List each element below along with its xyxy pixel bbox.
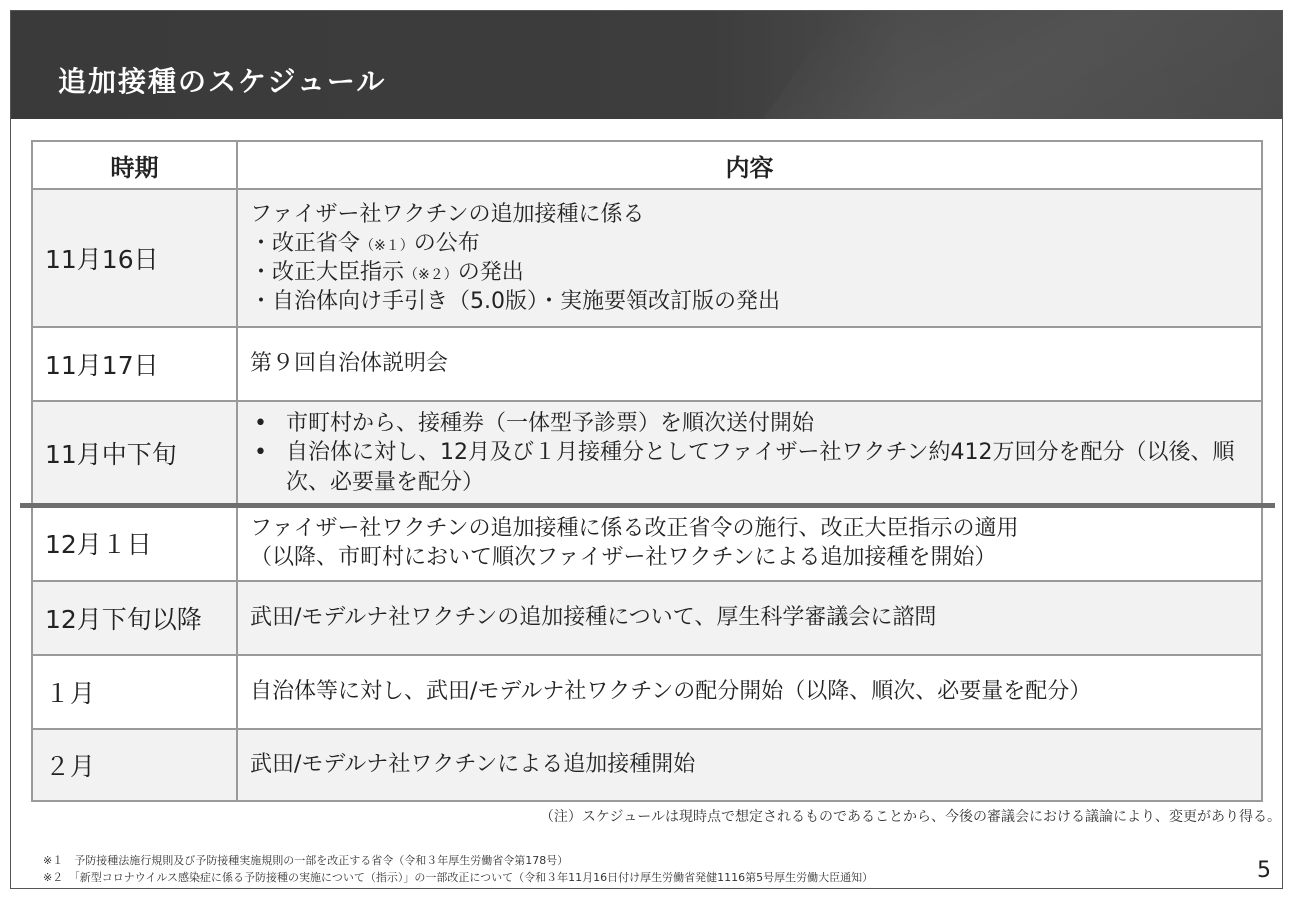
row-content [237,189,1262,327]
row-content [237,505,1262,581]
footnote-ref: （※１） [360,237,414,254]
schedule-note: （注）スケジュールは現時点で想定されるものであることから、今後の審議会における議論により、変更があり得る。 [539,809,1281,825]
row-when: 11月17日 [32,327,237,401]
row-when: １月 [32,655,237,729]
table-row [32,729,1262,801]
table-row [32,401,1262,505]
row-when: ２月 [32,729,237,801]
schedule-table [31,140,1263,802]
content-text: ・改正大臣指示 [250,260,405,285]
content-text: ・改正省令 [250,230,361,256]
row-content: 自治体等に対し、武田/モデルナ社ワクチンの配分開始（以降、順次、必要量を配分） [237,655,1262,729]
table-header-row [32,141,1262,189]
section-divider [20,503,1275,508]
row-content: 武田/モデルナ社ワクチンによる追加接種開始 [237,729,1262,801]
content-line: ファイザー社ワクチンの追加接種に係る改正省令の施行、改正大臣指示の適用 [250,515,1019,541]
header-what: 内容 [237,141,1262,189]
table-row [32,189,1262,327]
bullet-item: • 市町村から、接種券（一体型予診票）を順次送付開始 [250,409,1260,438]
content-text: の発出 [457,260,524,285]
slide-title: 追加接種のスケジュール [58,65,387,98]
content-line: ・自治体向け手引き（5.0版）・実施要領改訂版の発出 [250,289,780,315]
footnote-2: ※２ 「新型コロナウイルス感染症に係る予防接種の実施について（指示）」の一部改正について（令和３年11月16日付け厚生労働省発健1116第5号厚生労働大臣通知） [43,871,874,884]
table-row [32,581,1262,655]
table-row [32,505,1262,581]
content-line: ファイザー社ワクチンの追加接種に係る [250,201,645,227]
row-when: 11月中下旬 [32,401,237,505]
header-when: 時期 [32,141,237,189]
table-row [32,655,1262,729]
footnote-1: ※１ 予防接種法施行規則及び予防接種実施規則の一部を改正する省令（令和３年厚生労働省令第178号） [43,854,569,867]
row-content: 第９回自治体説明会 [237,327,1262,401]
row-when: 12月下旬以降 [32,581,237,655]
footnote-ref: （※２） [404,267,458,283]
row-content [237,401,1262,505]
content-line: （以降、市町村において順次ファイザー社ワクチンによる追加接種を開始） [250,545,997,570]
page-number: 5 [1257,858,1271,883]
table-row [32,327,1262,401]
content-text: の公布 [413,230,480,256]
bullet-item: • 自治体に対し、12月及び１月接種分としてファイザー社ワクチン約412万回分を配分（以後、順次、必要量を配分） [250,438,1260,496]
row-when: 11月16日 [32,189,237,327]
row-when: 12月１日 [32,505,237,581]
row-content: 武田/モデルナ社ワクチンの追加接種について、厚生科学審議会に諮問 [237,581,1262,655]
content-line [250,229,1260,258]
content-line [250,258,1260,287]
